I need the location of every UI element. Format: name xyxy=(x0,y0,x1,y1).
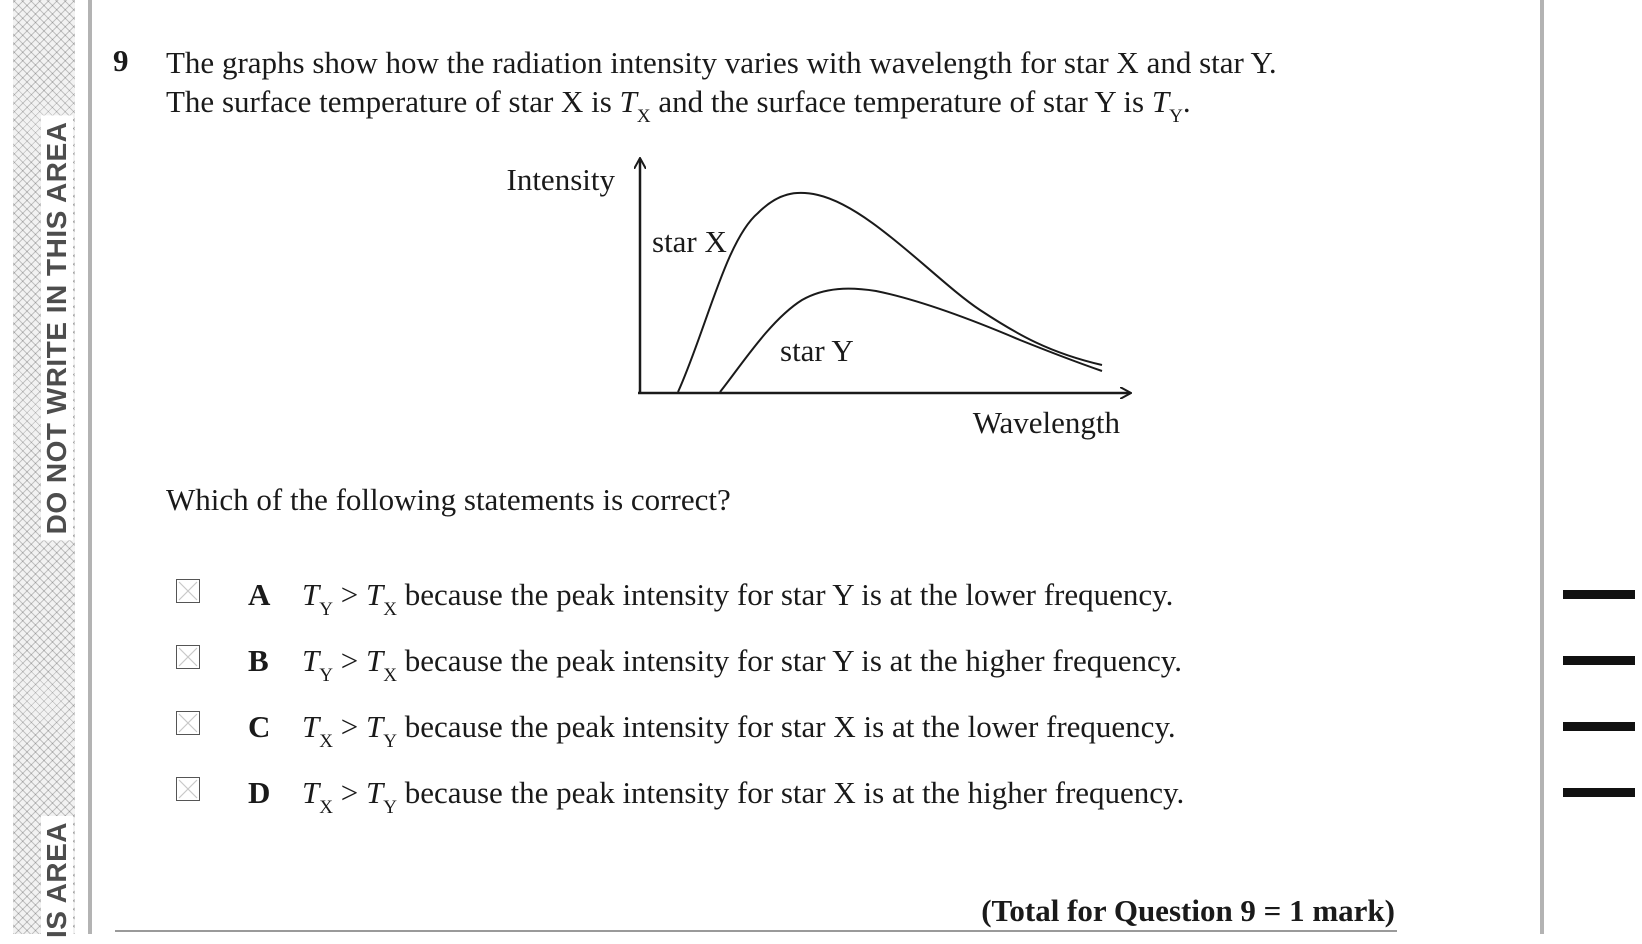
option-a-checkbox[interactable] xyxy=(176,579,200,603)
checkbox-cross-icon xyxy=(177,646,199,668)
y-axis-label: Intensity xyxy=(506,162,615,197)
option-text: $T_X > T_Y$ because the peak intensity for star X is at the higher frequency. xyxy=(302,775,1185,818)
alignment-mark xyxy=(1563,788,1635,797)
option-b-checkbox[interactable] xyxy=(176,645,200,669)
left-border-rule xyxy=(88,0,92,934)
question-prompt: Which of the following statements is correct? xyxy=(166,482,731,517)
option-c-checkbox[interactable] xyxy=(176,711,200,735)
option-d-checkbox[interactable] xyxy=(176,777,200,801)
right-border-rule xyxy=(1540,0,1544,934)
star-y-label: star Y xyxy=(780,333,854,368)
option-text: $T_Y > T_X$ because the peak intensity for star Y is at the higher frequency. xyxy=(302,643,1182,686)
bottom-rule xyxy=(115,930,1397,932)
alignment-mark xyxy=(1563,656,1635,665)
question-stem-line1: The graphs show how the radiation intensity varies with wavelength for star X and star Y. xyxy=(166,45,1277,80)
total-marks: (Total for Question 9 = 1 mark) xyxy=(981,893,1395,928)
option-c[interactable] xyxy=(172,706,1372,752)
question-number: 9 xyxy=(113,43,129,78)
margin-warning-text: DO NOT WRITE IN THIS AREA xyxy=(41,116,73,541)
alignment-mark xyxy=(1563,590,1635,599)
option-d[interactable] xyxy=(172,772,1372,818)
option-text: $T_X > T_Y$ because the peak intensity for star X is at the lower frequency. xyxy=(302,709,1176,752)
option-letter: C xyxy=(248,709,271,744)
intensity-wavelength-graph xyxy=(480,145,1140,445)
x-axis-label: Wavelength xyxy=(972,405,1120,440)
star-x-label: star X xyxy=(652,224,727,259)
option-b[interactable] xyxy=(172,640,1372,686)
option-letter: B xyxy=(248,643,269,678)
option-letter: A xyxy=(248,577,271,612)
star-y-curve xyxy=(720,289,1102,392)
checkbox-cross-icon xyxy=(177,712,199,734)
alignment-mark xyxy=(1563,722,1635,731)
option-letter: D xyxy=(248,775,271,810)
question-stem-line2: The surface temperature of star X is $T_X$ and the surface temperature of star Y is $T_Y$. xyxy=(166,84,1191,127)
margin-warning-text-partial: IS AREA xyxy=(41,816,73,944)
margin-hatch-strip xyxy=(13,0,75,939)
checkbox-cross-icon xyxy=(177,580,199,602)
option-text: $T_Y > T_X$ because the peak intensity for star Y is at the lower frequency. xyxy=(302,577,1174,620)
checkbox-cross-icon xyxy=(177,778,199,800)
option-a[interactable] xyxy=(172,574,1372,620)
